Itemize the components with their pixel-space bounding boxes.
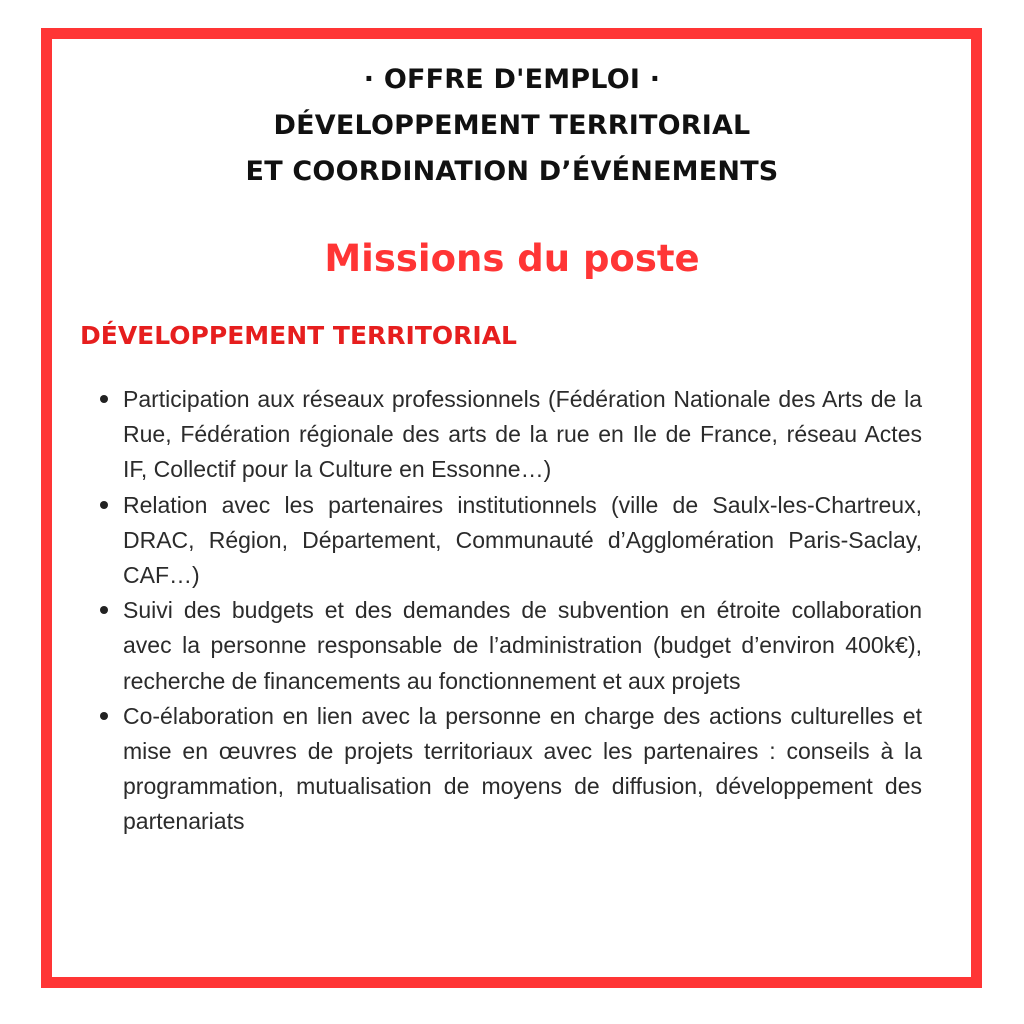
mission-text: Relation avec les partenaires institutionnels (ville de Saulx-les-Chartreux, DRAC, Région, Département, Communauté d’Agglomération Paris-Saclay, CAF…) bbox=[123, 491, 922, 589]
header-line-coordination: ET COORDINATION D’ÉVÉNEMENTS bbox=[245, 156, 779, 187]
missions-list bbox=[96, 382, 922, 840]
bullet-dot-icon bbox=[100, 606, 108, 614]
mission-text: Participation aux réseaux professionnels (Fédération Nationale des Arts de la Rue, Fédération régionale des arts de la rue en Ile de France, réseau Actes IF, Collectif pour la Culture en Essonne…) bbox=[123, 386, 922, 483]
bullet-dot-icon bbox=[100, 395, 108, 403]
mission-text: Suivi des budgets et des demandes de subvention en étroite collaboration avec la personne responsable de l’administration (budget d’environ 400k€), recherche de financements au fonctionnement et aux projets bbox=[123, 597, 922, 694]
mission-item-partners bbox=[96, 488, 922, 594]
mission-item-networks bbox=[96, 382, 922, 488]
mission-item-budgets bbox=[96, 593, 922, 699]
mission-text: Co-élaboration en lien avec la personne en charge des actions culturelles et mise en œuvres de projets territoriaux avec les partenaires : conseils à la programmation, mutualisation de moyens de diffusion, développement des partenariats bbox=[123, 702, 922, 835]
bullet-dot-icon bbox=[100, 501, 108, 509]
subsection-title: DÉVELOPPEMENT TERRITORIAL bbox=[80, 321, 517, 350]
missions-title: Missions du poste bbox=[324, 237, 700, 280]
mission-item-co-elaboration bbox=[96, 699, 922, 840]
header-line-territorial: DÉVELOPPEMENT TERRITORIAL bbox=[273, 110, 751, 141]
header-line-offer: · OFFRE D'EMPLOI · bbox=[363, 64, 661, 95]
job-offer-header bbox=[0, 57, 1024, 195]
bullet-dot-icon bbox=[100, 712, 108, 720]
